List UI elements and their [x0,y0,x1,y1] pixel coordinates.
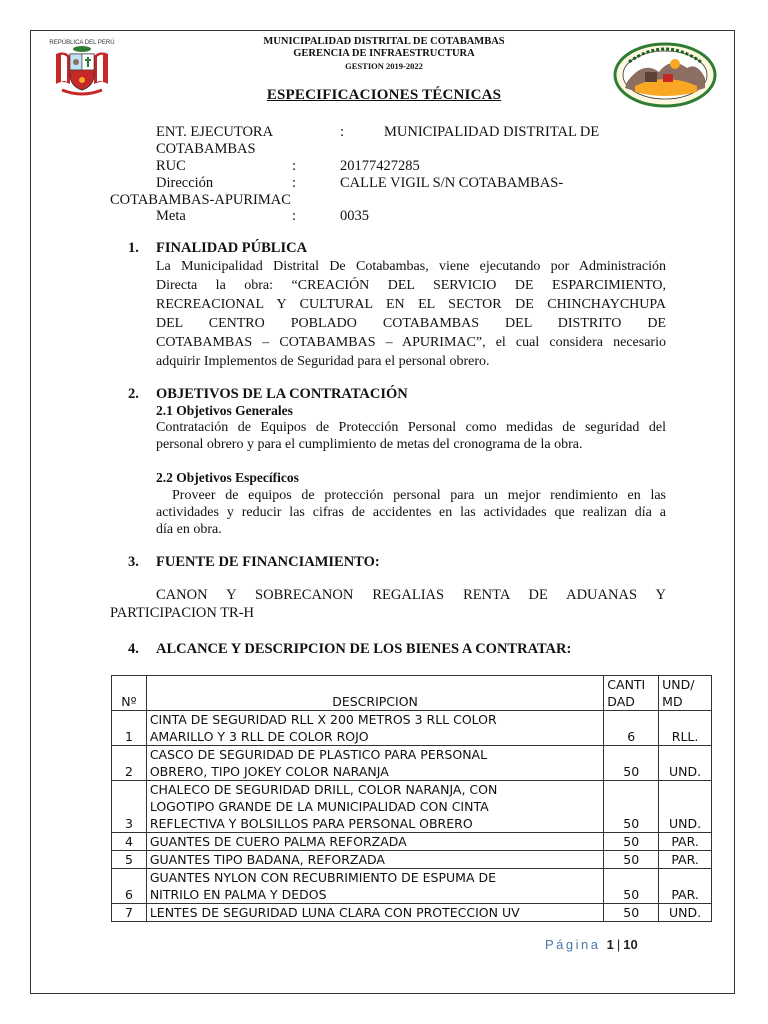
section-4-title: ALCANCE Y DESCRIPCION DE LOS BIENES A CONTRATAR: [156,641,572,657]
item-description [146,904,603,922]
page-label: Página [545,937,601,952]
item-quantity [604,904,659,922]
item-number [112,711,147,746]
item-unit-text: PAR. [671,887,699,902]
goods-table [111,675,712,922]
table-header-row [112,676,712,711]
section-1-line: DEL CENTRO POBLADO COTABAMBAS DEL DISTRITO DE [156,316,666,331]
table-row [112,851,712,869]
item-quantity [604,781,659,833]
item-description [146,833,603,851]
item-number-text: 4 [124,834,133,849]
item-number-text: 7 [124,905,133,920]
subsection-2-2-title: 2.2 Objetivos Específicos [156,470,299,485]
item-unit-text: UND. [669,816,702,831]
column-header-quantity-line: CANTI [607,677,646,692]
item-number [112,851,147,869]
goal-label: Meta [156,208,186,224]
section-1-title: FINALIDAD PÚBLICA [156,240,308,256]
item-number [112,781,147,833]
table-row [112,711,712,746]
item-quantity [604,833,659,851]
item-quantity-text: 50 [623,887,640,902]
column-header-quantity-line: DAD [607,694,635,709]
item-description-line: AMARILLO Y 3 RLL DE COLOR ROJO [149,729,369,744]
item-description-line: LOGOTIPO GRANDE DE LA MUNICIPALIDAD CON CINTA [149,799,489,814]
column-header-unit-line: UND/ [662,677,695,692]
subsection-2-2-line: día en obra. [156,522,222,537]
item-unit-text: UND. [669,905,702,920]
ruc-label: RUC [156,158,186,174]
item-quantity [604,851,659,869]
executing-entity-value: MUNICIPALIDAD DISTRITAL DE [384,124,600,140]
table-row [112,904,712,922]
item-description-line: OBRERO, TIPO JOKEY COLOR NARANJA [149,764,389,779]
department-name: GERENCIA DE INFRAESTRUCTURA [293,48,475,59]
item-number [112,746,147,781]
item-description [146,851,603,869]
section-1-number: 1. [128,240,139,256]
item-quantity-text: 50 [623,816,640,831]
item-unit [659,746,712,781]
column-header-unit-line: MD [662,694,683,709]
item-description-line: LENTES DE SEGURIDAD LUNA CLARA CON PROTECCION UV [149,905,520,920]
section-2-number: 2. [128,386,139,402]
section-3-line: PARTICIPACION TR-H [110,605,255,621]
section-3-number: 3. [128,554,139,570]
item-unit-text: PAR. [671,852,699,867]
section-3-line: CANON Y SOBRECANON REGALIAS RENTA DE ADUANAS Y [156,587,666,603]
executing-entity-value-cont: COTABAMBAS [156,141,256,157]
subsection-2-2-line: Proveer de equipos de protección personal para un mejor rendimiento en las [172,488,666,503]
column-header-unit [659,676,712,711]
section-1-line: La Municipalidad Distrital De Cotabambas, viene ejecutando por Administración [156,259,666,274]
section-1-line: COTABAMBAS – COTABAMBAS – APURIMAC”, el cual considera necesario [156,335,666,350]
item-number-text: 3 [124,816,133,831]
item-description [146,781,603,833]
subsection-2-1-line: personal obrero y para el cumplimiento de metas del cronograma de la obra. [156,437,583,452]
address-label: Dirección [156,175,214,191]
item-description [146,869,603,904]
item-number [112,869,147,904]
executing-entity-label: ENT. EJECUTORA [156,124,274,140]
item-number [112,904,147,922]
item-quantity-text: 50 [623,834,640,849]
subsection-2-1-body [156,419,666,453]
item-unit [659,851,712,869]
item-quantity-text: 50 [623,764,640,779]
section-4-number: 4. [128,641,139,657]
section-1-body [156,257,666,371]
section-1-line: RECREACIONAL Y CULTURAL EN EL SECTOR DE CHINCHAYCHUPA [156,297,666,312]
section-1-line: adquirir Implementos de Seguridad para el personal obrero. [156,354,490,369]
municipality-name: MUNICIPALIDAD DISTRITAL DE COTABAMBAS [263,36,505,47]
section-2-title: OBJETIVOS DE LA CONTRATACIÓN [156,386,408,402]
item-number-text: 1 [124,729,133,744]
document-title: ESPECIFICACIONES TÉCNICAS [266,87,502,103]
item-unit-text: UND. [669,764,702,779]
address-value-cont: COTABAMBAS-APURIMAC [110,192,291,208]
item-description-line: NITRILO EN PALMA Y DEDOS [149,887,327,902]
page-total: 10 [623,937,638,952]
executing-entity-colon: : [340,124,345,140]
item-description-line: CASCO DE SEGURIDAD DE PLASTICO PARA PERSONAL [149,747,488,762]
section-1-line: Directa la obra: “CREACIÓN DEL SERVICIO DE ESPARCIMIENTO, [156,278,666,293]
table-row [112,869,712,904]
item-number-text: 6 [124,887,133,902]
item-unit [659,781,712,833]
item-description-line: GUANTES NYLON CON RECUBRIMIENTO DE ESPUMA DE [149,870,496,885]
table-row [112,746,712,781]
item-description-line: CINTA DE SEGURIDAD RLL X 200 METROS 3 RLL COLOR [149,712,497,727]
goal-value: 0035 [340,208,369,224]
item-description-line: REFLECTIVA Y BOLSILLOS PARA PERSONAL OBRERO [149,816,473,831]
ruc-colon: : [292,158,297,174]
ruc-value: 20177427285 [340,158,420,174]
logo-left-caption: REPÚBLICA DEL PERÚ [49,40,115,46]
item-unit-text: RLL. [671,729,699,744]
subsection-2-2-line: actividades y reducir las cifras de accidentes en las actividades que realizan día a [156,505,666,520]
subsection-2-2-body [156,487,666,538]
column-header-quantity [604,676,659,711]
page-number: 1 [606,937,614,952]
item-unit [659,833,712,851]
subsection-2-1-line: Contratación de Equipos de Protección Personal como medidas de seguridad del [156,420,666,435]
goal-colon: : [292,208,297,224]
subsection-2-1-title: 2.1 Objetivos Generales [156,403,293,418]
address-value: CALLE VIGIL S/N COTABAMBAS- [340,175,564,191]
item-description-line: CHALECO DE SEGURIDAD DRILL, COLOR NARANJA, CON [149,782,498,797]
item-number [112,833,147,851]
address-colon: : [292,175,297,191]
item-number-text: 2 [124,764,133,779]
section-3-title: FUENTE DE FINANCIAMIENTO: [156,554,380,570]
table-row [112,833,712,851]
item-quantity-text: 6 [627,729,636,744]
item-unit [659,904,712,922]
item-unit-text: PAR. [671,834,699,849]
item-quantity-text: 50 [623,905,640,920]
item-unit [659,711,712,746]
item-number-text: 5 [124,852,133,867]
column-header-number: Nº [112,676,147,711]
item-quantity [604,711,659,746]
item-quantity [604,869,659,904]
item-unit [659,869,712,904]
management-period: GESTION 2019-2022 [345,61,423,71]
item-description-line: GUANTES DE CUERO PALMA REFORZADA [149,834,407,849]
page-footer [545,937,638,952]
column-header-description: DESCRIPCION [146,676,603,711]
item-description-line: GUANTES TIPO BADANA, REFORZADA [149,852,385,867]
item-description [146,746,603,781]
table-row [112,781,712,833]
item-quantity [604,746,659,781]
page-separator: | [616,937,621,952]
item-description [146,711,603,746]
item-quantity-text: 50 [623,852,640,867]
